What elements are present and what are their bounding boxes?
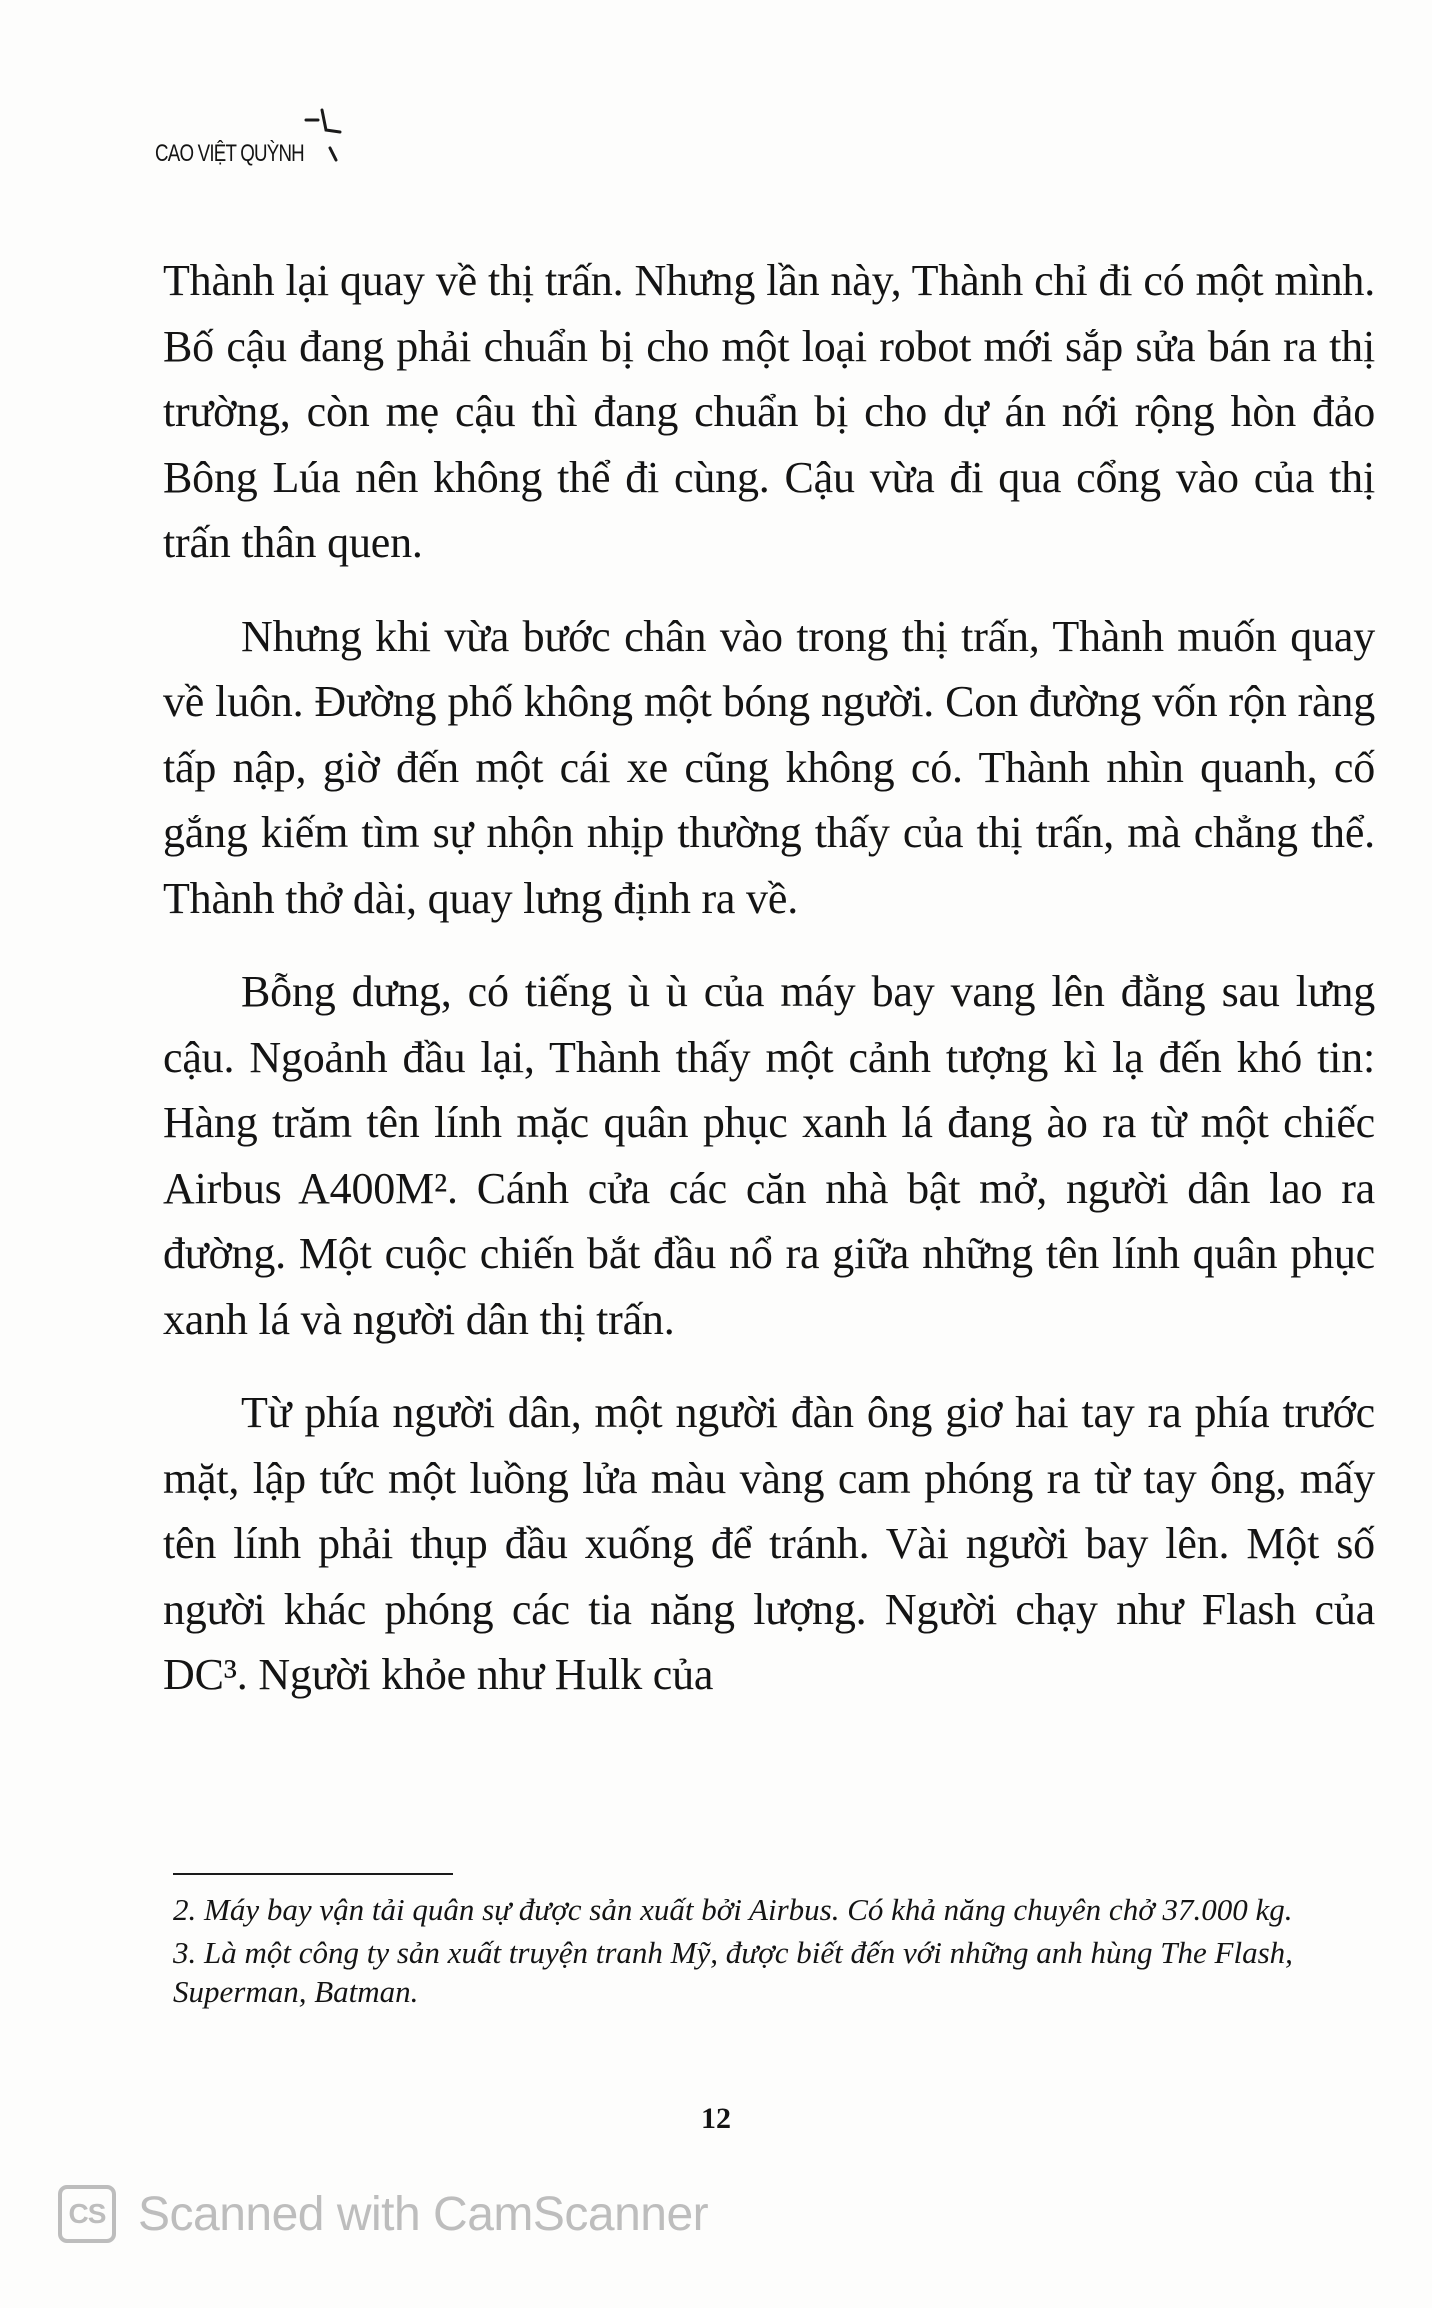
paragraph: Nhưng khi vừa bước chân vào trong thị trấn, Thành muốn quay về luôn. Đường phố không một bóng người. Con đường vốn rộn ràng tấp nập, giờ đến một cái xe cũng không có. Thành nhìn quanh, cố gắng kiếm tìm sự nhộn nhịp thường thấy của thị trấn, mà chẳng thể. Thành thở dài, quay lưng định ra về.: [163, 611, 1375, 923]
camscanner-logo-icon: CS: [58, 2185, 116, 2243]
paragraph: Thành lại quay về thị trấn. Nhưng lần này, Thành chỉ đi có một mình. Bố cậu đang phải chuẩn bị cho một loại robot mới sắp sửa bán ra thị trường, còn mẹ cậu thì đang chuẩn bị cho dự án nới rộng hòn đảo Bông Lúa nên không thể đi cùng. Cậu vừa đi qua cổng vào của thị trấn thân quen.: [163, 256, 1375, 567]
footnotes: [173, 1890, 1333, 2015]
footnote: 2. Máy bay vận tải quân sự được sản xuất bởi Airbus. Có khả năng chuyên chở 37.000 kg.: [173, 1892, 1293, 1927]
running-head-author: CAO VIỆT QUỲNH: [155, 140, 304, 167]
page-number: 12: [701, 2102, 731, 2135]
footnote-divider: [173, 1873, 453, 1875]
paragraph: Bỗng dưng, có tiếng ù ù của máy bay vang lên đằng sau lưng cậu. Ngoảnh đầu lại, Thành thấy một cảnh tượng kì lạ đến khó tin: Hàng trăm tên lính mặc quân phục xanh lá đang ào ra từ một chiếc Airbus A400M². Cánh cửa các căn nhà bật mở, người dân lao ra đường. Một cuộc chiến bắt đầu nổ ra giữa những tên lính quân phục xanh lá và người dân thị trấn.: [163, 967, 1375, 1344]
scanner-watermark: [58, 2183, 708, 2245]
scanner-watermark-text: Scanned with CamScanner: [138, 2187, 709, 2241]
decorative-hand-mark: [300, 108, 360, 168]
paragraph: Từ phía người dân, một người đàn ông giơ hai tay ra phía trước mặt, lập tức một luồng lửa màu vàng cam phóng ra từ tay ông, mấy tên lính phải thụp đầu xuống để tránh. Vài người bay lên. Một số người khác phóng các tia năng lượng. Người chạy như Flash của DC³. Người khỏe như Hulk của: [163, 1388, 1375, 1699]
body-text: [163, 248, 1375, 1736]
footnote: 3. Là một công ty sản xuất truyện tranh Mỹ, được biết đến với những anh hùng The Flash, Superman, Batman.: [173, 1935, 1293, 2009]
